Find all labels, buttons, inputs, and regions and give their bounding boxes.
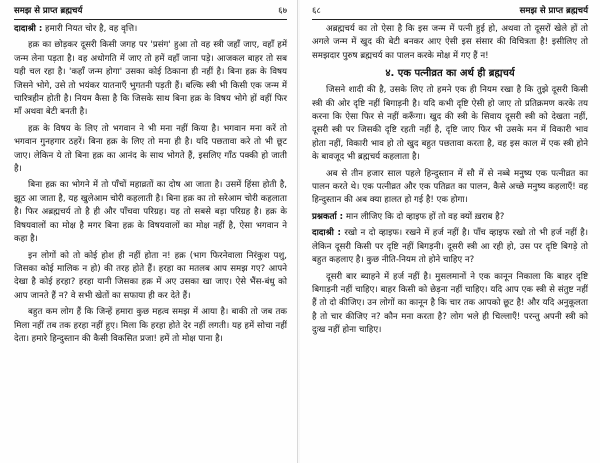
- intro-paragraph: अब्रह्मचर्य का तो ऐसा है कि इस जन्म में पत्नी हुई हो, अथवा तो दूसरों खेले हों तो अगले जन्म में खुद की बेटी बनकर आए ऐसी इस संसार की विचित्रता है! इसीलिए तो समझदार पुरुष ब्रह्मचर्य का पालन करके मोक्ष में गए हैं न!: [312, 24, 588, 61]
- speaker-label: प्रश्नकर्ता :: [312, 211, 344, 222]
- paragraph: बिना हक़ का भोगने में तो पाँचों महाव्रतों का दोष आ जाता है। उसमें हिंसा होती है, झूठ आ जाता है, यह खुलेआम चोरी कहलाती है। बिना हक़ का तो सरेआम चोरी कहलाता है। फिर अब्रह्मचर्य तो है ही और पाँचवा परिग्रह। यह तो सबसे बड़ा परिग्रह है। हक़ के विषयवालों का मोक्ष है मगर बिना हक़ के विषयवालों का मोक्ष नहीं है, ऐसा भगवान ने कहा है।: [14, 180, 287, 245]
- paragraph: इन लोगों को तो कोई होश ही नहीं होता न! हक़ (भाग फिरनेवाला निरंकुश पशु, जिसका कोई मालिक न हो) की तरह होते हैं। हरहा का मतलब आप समझ गए? आपने देखा है कोई हरहा? हरहा यानी जिसका हक़ में अए उसका खा जाए। ऐसे भैंस-बंधु को आप जानते हैं न? वे सभी खेतों का सफाया ही कर देते हैं।: [14, 250, 287, 301]
- right-header-title: समझ से प्राप्त ब्रह्मचर्य: [519, 6, 588, 16]
- speaker-label: दादाश्री :: [14, 24, 43, 34]
- paragraph: हक़ के विषय के लिए तो भगवान ने भी मना नहीं किया है। भगवान मना करें तो भगवान गुनहगार ठहरें। बिना हक़ के लिए तो मना ही है। यदि पछतावा करे तो भी छूट जाए। लेकिन ये तो बिना हक़ का आनंद के साथ भोगते हैं, इसलिए गाँठ पक्की हो जाती है।: [14, 123, 287, 175]
- paragraph: अब से तीन हजार साल पहले हिन्दुस्तान में सौ में से नब्बे मनुष्य एक पत्नीव्रत का पालन करते थे। एक पत्नीव्रत और एक पतिव्रत का पालन, कैसे अच्छे मनुष्य कहलाएँ! वह हिन्दुस्तान की अब क्या हालत हो गई है! एक होगा।: [312, 168, 588, 206]
- right-page-number: ६८: [312, 6, 321, 16]
- paragraph: जिसने शादी की है, उसके लिए तो हमने एक ही नियम रखा है कि तुझे दूसरी किसी स्त्री की ओर दृष्टि नहीं बिगाड़नी है। यदि कभी दृष्टि ऐसी हो जाए तो प्रतिक्रमण करके तय करना कि ऐसा फिर से नहीं करूँगा। खुद की स्त्री के सिवाय दूसरी स्त्री को देखता नहीं, दूसरी स्त्री पर जिसकी दृष्टि रहती नहीं है, दृष्टि जाए फिर भी उसके मन में विकारी भाव होता नहीं, विकारी भाव हो तो खुद बहुत पछतावा करता है, वह इस काल में एक स्त्री होने के बावजूद भी ब्रह्मचर्य कहलाता है।: [312, 85, 588, 163]
- paragraph: [312, 211, 588, 224]
- paragraph: [14, 23, 287, 36]
- right-page: [300, 0, 600, 463]
- left-header-title: समझ से प्राप्त ब्रह्मचर्य: [14, 6, 83, 16]
- speaker-label: दादाश्री :: [312, 228, 341, 239]
- left-page-header: [14, 6, 287, 20]
- paragraph-text: मान लीजिए कि दो व्हाइफ हों तो वह क्यों ख़राब है?: [343, 211, 505, 222]
- right-page-body: [312, 23, 588, 338]
- paragraph: हक़ का छोड़कर दूसरी किसी जगह पर 'प्रसंग' हुआ तो वह स्त्री जहाँ जाए, वहाँ हमें जन्म लेना पड़ता है। वह अधोगति में जाए तो हमें वहाँ जाना पड़े। आजकल बाहर तो सब यही चल रहा है। 'कहाँ जन्म होगा' उसका कोई ठिकाना ही नहीं है। बिना हक़ के विषय जिसने भोगे, उसे तो भयंकर यातनाएँ भुगतनी पड़ती हैं। बल्कि स्त्री भी किसी एक जन्म में चारित्रहीन होती है। नियम कैसा है कि जिसके साथ बिना हक़ के विषय भोगे हों वहीं फिर माँ अथवा बेटी बनती है।: [14, 40, 287, 118]
- paragraph: [312, 227, 588, 267]
- left-page: [0, 0, 298, 463]
- right-page-header: [312, 6, 588, 20]
- paragraph: दूसरी बार ब्याहने में हर्ज नहीं है। मुसलमानों ने एक कानून निकाला कि बाहर दृष्टि बिगाड़नी नहीं चाहिए। बाहर किसी को छेड़ना नहीं चाहिए। यदि आप एक स्त्री से संतुष्ट नहीं हैं तो दो कीजिए। उन लोगों का कानून है कि चार तक आपको छूट है! और यदि अनुकूलता है तो चार कीजिए न? कौन मना करता है? लोग भले ही चिल्लाएँ! परन्तु अपनी स्त्री को दुःख नहीं होना चाहिए।: [312, 271, 588, 336]
- paragraph-text: रखो न दो व्हाइफ। रखने में हर्ज नहीं है। पाँच व्हाइफ रखो तो भी हर्ज नहीं है। लेकिन दूसरी किसी पर दृष्टि नहीं बिगड़नी। दूसरी स्त्री आ रही हो, उस पर दृष्टि बिगड़े तो बहुत कहलाए है। कुछ नीति-नियम तो होने चाहिए न?: [312, 228, 588, 266]
- section-heading: ४. एक पत्नीव्रत का अर्थ ही ब्रह्मचर्य: [385, 68, 515, 80]
- left-page-body: [14, 23, 287, 346]
- paragraph: बहुत कम लोग हैं कि जिन्हें हमारा कुछ महत्व समझ में आया है। बाकी तो जब तक मिला नहीं तब तक हरहा नहीं हुए। मिला कि हरहा होते देर नहीं लगती। यह हमें सोचा नहीं देता। हमारे हिन्दुस्तान की कैसी विकसित प्रजा! हमें तो मोक्ष पाना है।: [14, 307, 287, 344]
- paragraph-text: हमारी नियत चोर है, वह वृत्ति।: [42, 24, 138, 34]
- left-page-number: ६७: [278, 6, 287, 16]
